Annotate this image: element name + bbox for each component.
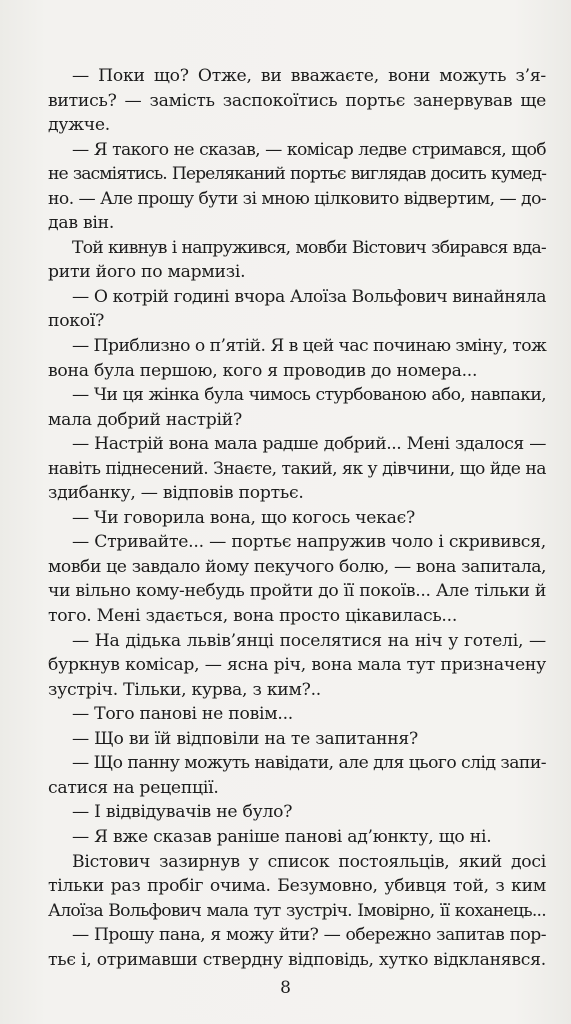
text-line: — На дідька львів’янці поселятися на ніч у готелі, — [72,630,546,651]
text-line: навіть піднесений. Знаєте, такий, як у дівчини, що йде на [48,458,546,479]
text-line: витись? — замість заспокоїтись портьє занервував ще [48,90,546,111]
text-line: вона була першою, кого я проводив до номера... [48,360,478,381]
text-line: — Чи ця жінка була чимось стурбованою або, навпаки, [72,385,546,406]
text-line: — Що панну можуть навідати, але для цього слід запи- [72,753,546,774]
text-line: мала добрий настрій? [48,409,242,430]
text-line: — Поки що? Отже, ви вважаєте, вони можуть з’я- [72,66,546,86]
text-line: но. — Але прошу бути зі мною цілковито відвертим, — до- [48,188,547,209]
text-line: дав він. [48,213,115,234]
text-line: того. Мені здається, вона просто цікавилась... [48,606,458,627]
text-line: — Я такого не сказав, — комісар ледве стримався, щоб [72,139,546,160]
text-line: не засміятись. Переляканий портьє виглядав досить кумед- [48,164,546,185]
text-line: Той кивнув і напружився, мовби Вістович збирався вда- [72,237,546,258]
text-line: мовби це завдало йому пекучого болю, — вона запитала, [48,556,546,577]
text-line: — Того панові не повім... [72,704,293,725]
text-line: тьє і, отримавши ствердну відповідь, хутко відкланявся. [48,949,546,970]
text-line: — Стривайте... — портьє напружив чоло і скривився, [72,532,546,553]
text-line: буркнув комісар, — ясна річ, вона мала тут призначену [48,655,546,676]
text-line: тільки раз пробіг очима. Безумовно, убивця той, з ким [48,876,546,897]
text-line: Алоїза Вольфович мала тут зустріч. Імовірно, її коханець... [48,900,546,921]
text-line: чи вільно кому-небудь пройти до її покоїв... Але тільки й [48,581,546,602]
text-line: — Я вже сказав раніше панові ад’юнкту, що ні. [72,826,492,847]
text-line: зустріч. Тільки, курва, з ким?.. [48,679,322,700]
text-line: — Що ви їй відповіли на те запитання? [72,728,418,749]
text-line: покої? [48,311,105,332]
text-line: — І відвідувачів не було? [72,802,293,823]
text-line: рити його по мармизі. [48,262,246,283]
text-line: — Прошу пана, я можу йти? — обережно запитав пор- [72,925,546,946]
page-number: 8 [280,978,291,998]
text-line: — Чи говорила вона, що когось чекає? [72,507,416,528]
body-text [48,64,546,972]
text-line: сатися на рецепції. [48,777,219,798]
text-line: здибанку, — відповів портьє. [48,483,304,504]
text-line: — Приблизно о п’ятій. Я в цей час починаю зміну, тож [72,336,547,357]
text-line: — О котрій годині вчора Алоїза Вольфович винайняла [72,286,546,307]
text-line: дужче. [48,115,111,136]
text-line: — Настрій вона мала радше добрий... Мені здалося — [72,434,546,455]
text-line: Вістович зазирнув у список постояльців, який досі [72,851,546,872]
